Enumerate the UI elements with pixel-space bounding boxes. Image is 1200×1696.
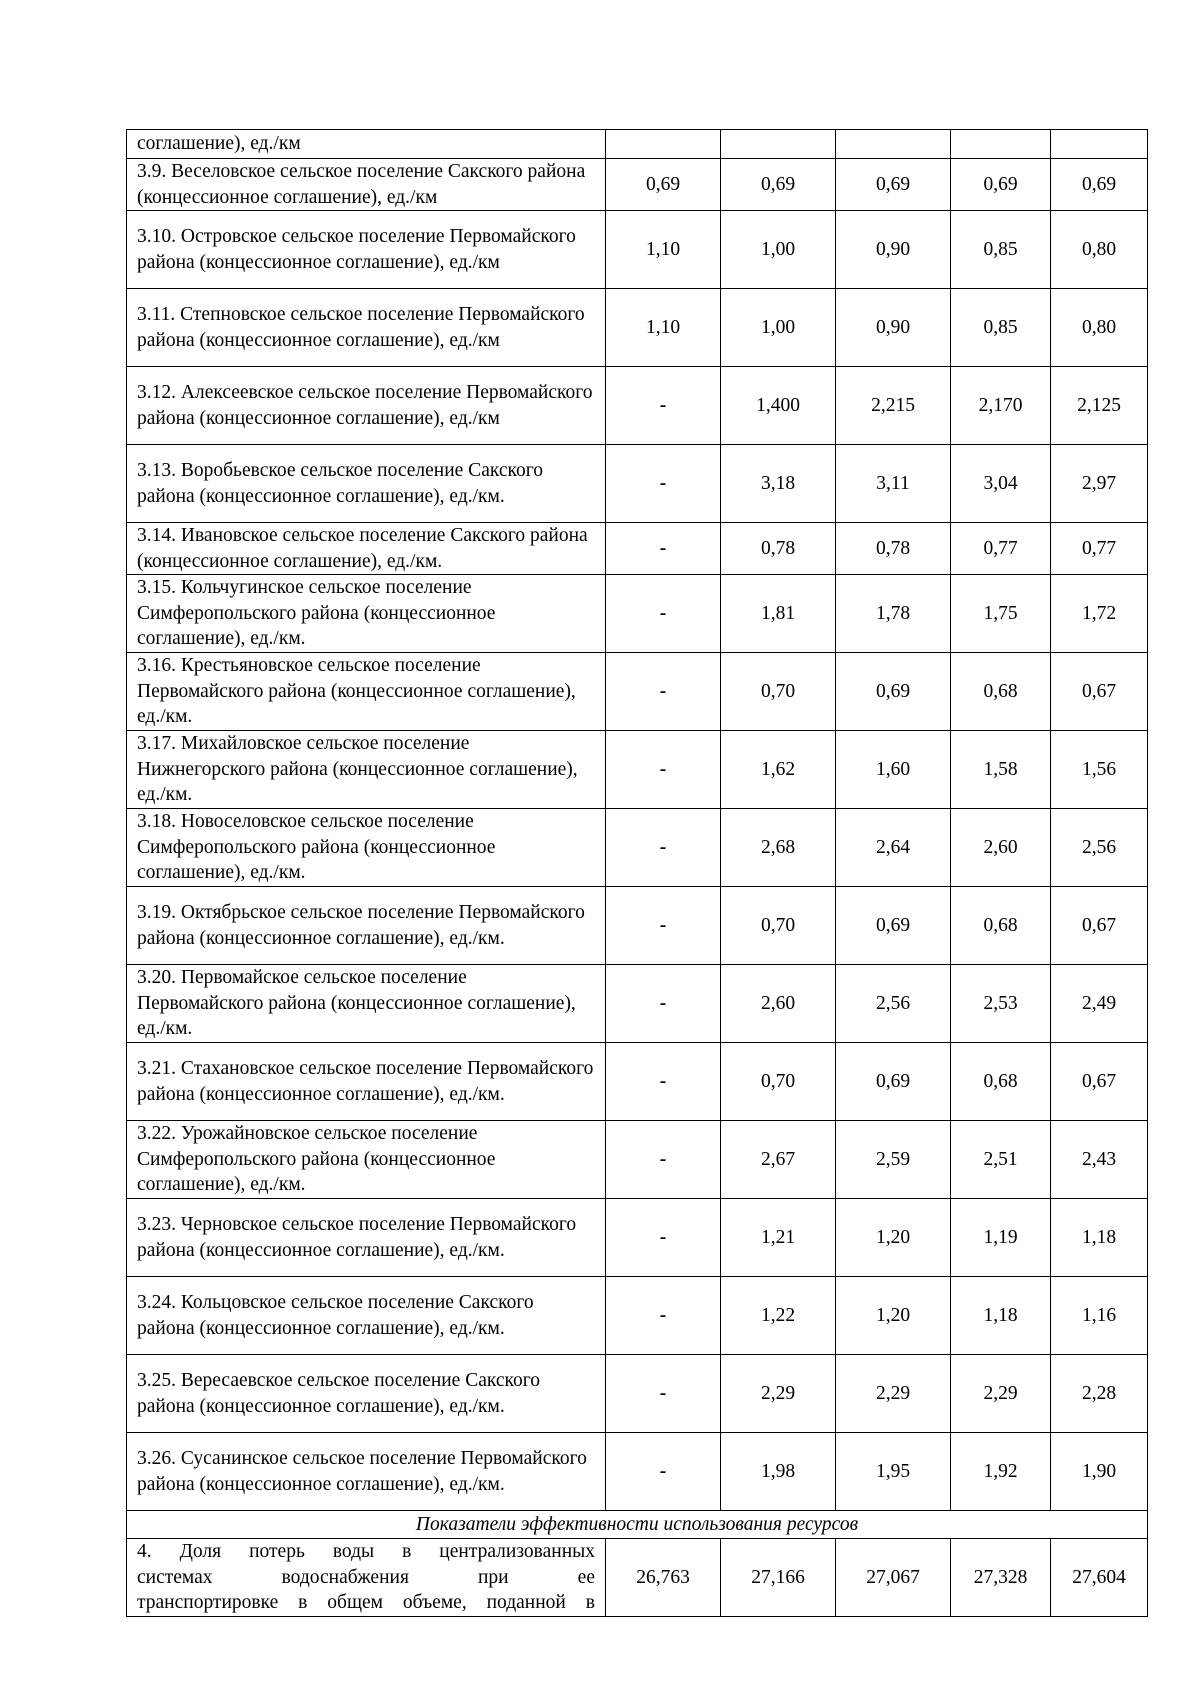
value-cell: 1,95	[836, 1433, 951, 1511]
indicator-name-cell: 3.19. Октябрьское сельское поселение Первомайского района (концессионное соглашение), ед./км.	[127, 887, 606, 965]
value-cell: 2,125	[1051, 367, 1148, 445]
value-cell: 1,78	[836, 575, 951, 653]
value-cell: 1,81	[721, 575, 836, 653]
value-cell: 2,67	[721, 1121, 836, 1199]
value-cell: 2,29	[951, 1355, 1051, 1433]
value-cell: 1,00	[721, 211, 836, 289]
value-cell: 0,69	[721, 159, 836, 211]
value-cell: -	[606, 887, 721, 965]
value-cell: 1,60	[836, 731, 951, 809]
value-cell: 1,56	[1051, 731, 1148, 809]
value-cell: 27,166	[721, 1539, 836, 1617]
value-cell: 0,77	[951, 523, 1051, 575]
value-cell: 0,90	[836, 289, 951, 367]
table-row	[127, 1043, 1148, 1121]
value-cell: 1,18	[1051, 1199, 1148, 1277]
value-cell: 2,49	[1051, 965, 1148, 1043]
value-cell: -	[606, 575, 721, 653]
value-cell: -	[606, 1277, 721, 1355]
value-cell: 2,29	[836, 1355, 951, 1433]
value-cell: 0,78	[836, 523, 951, 575]
value-cell: 1,22	[721, 1277, 836, 1355]
table-row	[127, 367, 1148, 445]
value-cell: 0,68	[951, 1043, 1051, 1121]
value-cell: 1,10	[606, 211, 721, 289]
table-row	[127, 1355, 1148, 1433]
indicator-name-line: системах водоснабжения при ее	[137, 1566, 595, 1588]
value-cell: 0,70	[721, 1043, 836, 1121]
value-cell: 2,68	[721, 809, 836, 887]
value-cell: 0,90	[836, 211, 951, 289]
indicator-name-cell: 3.11. Степновское сельское поселение Первомайского района (концессионное соглашение), ед./км	[127, 289, 606, 367]
indicator-name-cell: 3.26. Сусанинское сельское поселение Первомайского района (концессионное соглашение), ед./км.	[127, 1433, 606, 1511]
value-cell: -	[606, 523, 721, 575]
value-cell: 1,98	[721, 1433, 836, 1511]
value-cell: 0,67	[1051, 887, 1148, 965]
indicator-name-cell: 3.9. Веселовское сельское поселение Сакского района (концессионное соглашение), ед./км	[127, 159, 606, 211]
value-cell: 2,43	[1051, 1121, 1148, 1199]
indicator-name-cell: 3.20. Первомайское сельское поселение Первомайского района (концессионное соглашение), ед./км.	[127, 965, 606, 1043]
section-row	[127, 1511, 1148, 1539]
value-cell: 0,70	[721, 653, 836, 731]
value-cell	[1051, 130, 1148, 159]
value-cell: -	[606, 445, 721, 523]
indicator-name-cell	[127, 1539, 606, 1617]
value-cell: 1,92	[951, 1433, 1051, 1511]
value-cell: -	[606, 1043, 721, 1121]
value-cell: 0,78	[721, 523, 836, 575]
value-cell: 0,80	[1051, 211, 1148, 289]
value-cell: 2,60	[951, 809, 1051, 887]
indicator-name-cell: 3.17. Михайловское сельское поселение Нижнегорского района (концессионное соглашение), ед./км.	[127, 731, 606, 809]
table-row	[127, 1433, 1148, 1511]
value-cell: 27,067	[836, 1539, 951, 1617]
table-row	[127, 159, 1148, 211]
value-cell: 1,10	[606, 289, 721, 367]
table-row	[127, 809, 1148, 887]
indicator-name-cell: 3.18. Новоселовское сельское поселение Симферопольского района (концессионное соглашение), ед./км.	[127, 809, 606, 887]
value-cell: -	[606, 1433, 721, 1511]
value-cell: -	[606, 653, 721, 731]
value-cell: 2,53	[951, 965, 1051, 1043]
value-cell: 0,67	[1051, 1043, 1148, 1121]
indicator-name-cell: 3.10. Островское сельское поселение Первомайского района (концессионное соглашение), ед./км	[127, 211, 606, 289]
value-cell: -	[606, 965, 721, 1043]
indicator-name-line: 4. Доля потерь воды в централизованных	[137, 1541, 595, 1563]
indicator-name-cell: 3.24. Кольцовское сельское поселение Сакского района (концессионное соглашение), ед./км.	[127, 1277, 606, 1355]
indicator-name-cell: 3.21. Стахановское сельское поселение Первомайского района (концессионное соглашение), ед./км.	[127, 1043, 606, 1121]
table-row	[127, 445, 1148, 523]
table-row	[127, 1277, 1148, 1355]
value-cell: 26,763	[606, 1539, 721, 1617]
value-cell: 2,28	[1051, 1355, 1148, 1433]
value-cell: -	[606, 809, 721, 887]
indicator-name-cell: 3.13. Воробьевское сельское поселение Сакского района (концессионное соглашение), ед./км.	[127, 445, 606, 523]
section-heading: Показатели эффективности использования ресурсов	[127, 1511, 1148, 1539]
table-row	[127, 523, 1148, 575]
value-cell: 0,68	[951, 653, 1051, 731]
value-cell: 0,69	[606, 159, 721, 211]
value-cell: 1,19	[951, 1199, 1051, 1277]
value-cell: 0,85	[951, 211, 1051, 289]
value-cell: 0,69	[1051, 159, 1148, 211]
table-row	[127, 289, 1148, 367]
value-cell: 1,75	[951, 575, 1051, 653]
table-body	[127, 130, 1148, 1617]
value-cell: 1,72	[1051, 575, 1148, 653]
table-row	[127, 965, 1148, 1043]
indicator-name-cell: 3.22. Урожайновское сельское поселение Симферопольского района (концессионное соглашение), ед./км.	[127, 1121, 606, 1199]
table-row	[127, 887, 1148, 965]
value-cell: 2,60	[721, 965, 836, 1043]
table-row	[127, 1199, 1148, 1277]
value-cell: 0,69	[836, 159, 951, 211]
value-cell: 2,215	[836, 367, 951, 445]
indicator-name-cell: соглашение), ед./км	[127, 130, 606, 159]
value-cell: 0,68	[951, 887, 1051, 965]
value-cell: 0,80	[1051, 289, 1148, 367]
value-cell: 3,18	[721, 445, 836, 523]
indicator-name-cell: 3.14. Ивановское сельское поселение Сакского района (концессионное соглашение), ед./км.	[127, 523, 606, 575]
indicators-table	[126, 129, 1148, 1617]
table-row	[127, 1121, 1148, 1199]
table-row	[127, 130, 1148, 159]
value-cell: 3,11	[836, 445, 951, 523]
table-row	[127, 575, 1148, 653]
value-cell: 0,69	[836, 887, 951, 965]
value-cell: -	[606, 1121, 721, 1199]
value-cell: 3,04	[951, 445, 1051, 523]
value-cell: 1,20	[836, 1199, 951, 1277]
value-cell: 2,56	[1051, 809, 1148, 887]
value-cell: 27,604	[1051, 1539, 1148, 1617]
value-cell: 2,56	[836, 965, 951, 1043]
value-cell: 1,00	[721, 289, 836, 367]
value-cell: 0,69	[836, 1043, 951, 1121]
value-cell	[606, 130, 721, 159]
value-cell: 2,64	[836, 809, 951, 887]
value-cell: -	[606, 367, 721, 445]
value-cell: 2,170	[951, 367, 1051, 445]
table-row	[127, 731, 1148, 809]
value-cell: 1,21	[721, 1199, 836, 1277]
value-cell: 2,51	[951, 1121, 1051, 1199]
value-cell	[721, 130, 836, 159]
value-cell: 0,67	[1051, 653, 1148, 731]
value-cell: -	[606, 731, 721, 809]
value-cell: -	[606, 1199, 721, 1277]
value-cell: 0,70	[721, 887, 836, 965]
table-row	[127, 1539, 1148, 1617]
value-cell	[951, 130, 1051, 159]
value-cell: 1,62	[721, 731, 836, 809]
value-cell: 0,69	[836, 653, 951, 731]
value-cell: 2,59	[836, 1121, 951, 1199]
table-row	[127, 211, 1148, 289]
value-cell: 0,69	[951, 159, 1051, 211]
indicator-name-cell: 3.23. Черновское сельское поселение Первомайского района (концессионное соглашение), ед./км.	[127, 1199, 606, 1277]
value-cell: 1,16	[1051, 1277, 1148, 1355]
indicator-name-cell: 3.12. Алексеевское сельское поселение Первомайского района (концессионное соглашение), ед./км	[127, 367, 606, 445]
indicator-name-line: транспортировке в общем объеме, поданной в	[137, 1592, 595, 1614]
value-cell: 1,58	[951, 731, 1051, 809]
value-cell: 1,20	[836, 1277, 951, 1355]
value-cell: 1,18	[951, 1277, 1051, 1355]
value-cell: -	[606, 1355, 721, 1433]
value-cell	[836, 130, 951, 159]
indicator-name-cell: 3.15. Кольчугинское сельское поселение Симферопольского района (концессионное соглашение), ед./км.	[127, 575, 606, 653]
value-cell: 0,77	[1051, 523, 1148, 575]
indicator-name-cell: 3.25. Вересаевское сельское поселение Сакского района (концессионное соглашение), ед./км.	[127, 1355, 606, 1433]
value-cell: 1,400	[721, 367, 836, 445]
value-cell: 1,90	[1051, 1433, 1148, 1511]
value-cell: 0,85	[951, 289, 1051, 367]
value-cell: 2,97	[1051, 445, 1148, 523]
value-cell: 2,29	[721, 1355, 836, 1433]
table-row	[127, 653, 1148, 731]
value-cell: 27,328	[951, 1539, 1051, 1617]
indicator-name-cell: 3.16. Крестьяновское сельское поселение Первомайского района (концессионное соглашение), ед./км.	[127, 653, 606, 731]
